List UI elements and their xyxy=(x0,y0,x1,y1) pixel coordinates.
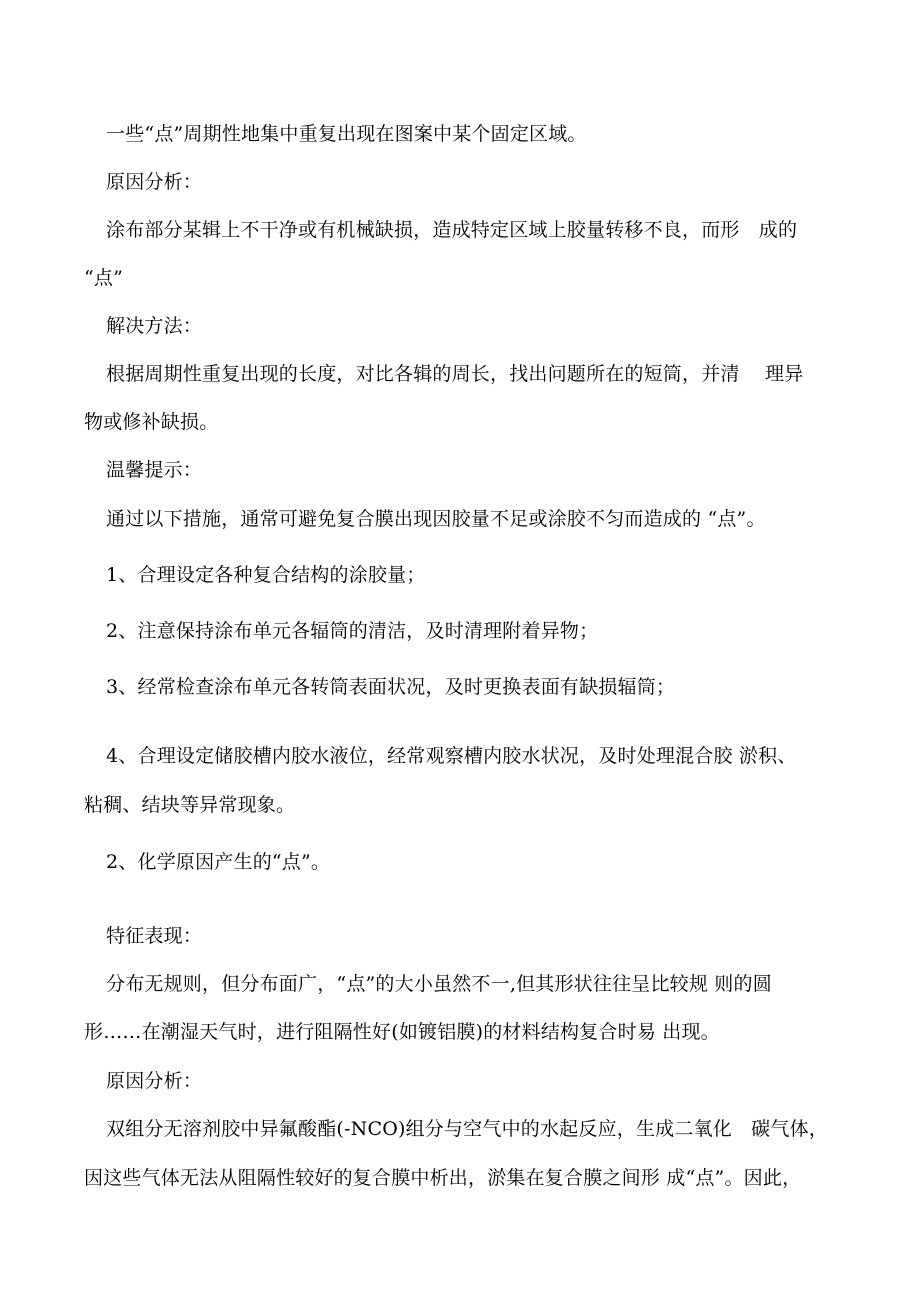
paragraph-features-line-2: 形……在潮湿天气时，进行阻隔性好(如镀铝膜)的材料结构复合时易 出现。 xyxy=(84,1021,720,1043)
paragraph-solution-line-1: 根据周期性重复出现的长度，对比各辑的周长，找出问题所在的短筒，并清 理异 xyxy=(106,363,804,385)
paragraph-tips-intro: 通过以下措施，通常可避免复合膜出现因胶量不足或涂胶不匀而造成的 “点”。 xyxy=(106,508,766,530)
list-item-1: 1、合理设定各种复合结构的涂胶量； xyxy=(106,564,426,586)
heading-tips: 温馨提示： xyxy=(106,459,203,481)
paragraph-cause-line-2: “点” xyxy=(84,267,124,289)
heading-features: 特征表现： xyxy=(106,925,203,947)
paragraph-cause-line-1: 涂布部分某辑上不干净或有机械缺损，造成特定区域上胶量转移不良，而形 成的 xyxy=(106,219,798,241)
list-item-4-line-1: 4、合理设定储胶槽内胶水液位，经常观察槽内胶水状况，及时处理混合胶 淤积、 xyxy=(106,745,797,767)
section-chemical-causes: 2、化学原因产生的“点”。 xyxy=(106,851,331,873)
heading-cause-analysis-2: 原因分析： xyxy=(106,1070,203,1092)
paragraph-solution-line-2: 物或修补缺损。 xyxy=(84,411,219,433)
heading-solution: 解决方法： xyxy=(106,315,203,337)
heading-cause-analysis: 原因分析： xyxy=(106,171,203,193)
paragraph-features-line-1: 分布无规则，但分布面广，“点”的大小虽然不一,但其形状往往呈比较规 则的圆 xyxy=(106,973,772,995)
list-item-3: 3、经常检查涂布单元各转筒表面状况，及时更换表面有缺损辐筒； xyxy=(106,676,676,698)
list-item-2: 2、注意保持涂布单元各辐筒的清洁，及时清理附着异物； xyxy=(106,620,599,642)
paragraph-periodic-dots: 一些“点”周期性地集中重复出现在图案中某个固定区域。 xyxy=(106,123,587,145)
paragraph-chemical-cause-line-1: 双组分无溶剂胶中异氟酸酯(-NCO)组分与空气中的水起反应，生成二氧化 碳气体， xyxy=(106,1118,828,1140)
paragraph-chemical-cause-line-2: 因这些气体无法从阻隔性较好的复合膜中析出，淤集在复合膜之间形 成“点”。因此， xyxy=(84,1167,802,1189)
list-item-4-line-2: 粘稠、结块等异常现象。 xyxy=(84,794,296,816)
